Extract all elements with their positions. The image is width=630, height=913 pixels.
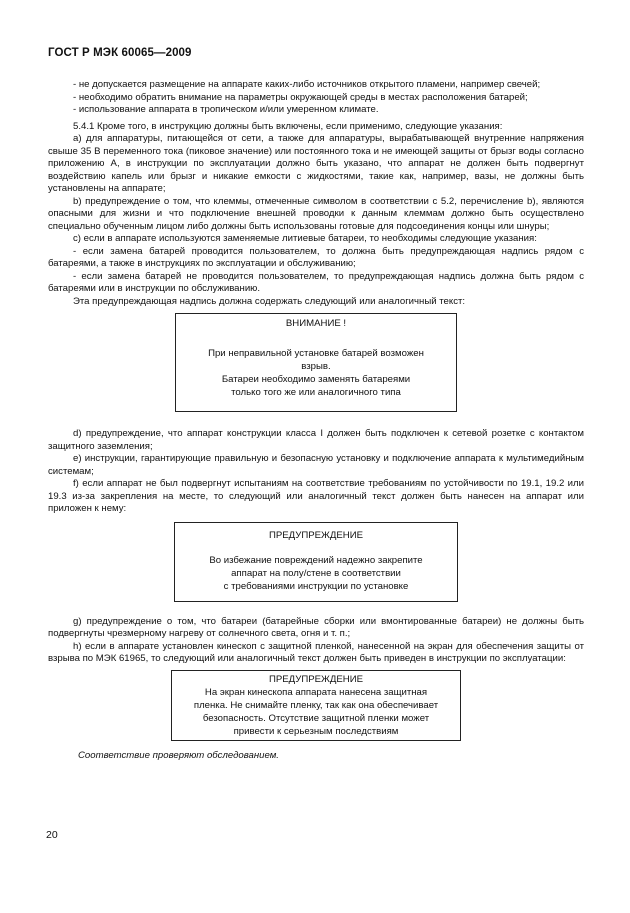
notice-title: ПРЕДУПРЕЖДЕНИЕ bbox=[268, 529, 364, 541]
closing-statement: Соответствие проверяют обследованием. bbox=[78, 749, 279, 761]
notice-line: с требованиями инструкции по установке bbox=[223, 580, 409, 592]
notice-line: только того же или аналогичного типа bbox=[231, 387, 401, 398]
notice-line: Во избежание повреждений надежно закрепите bbox=[209, 554, 423, 566]
notice-line: взрыв. bbox=[301, 361, 331, 372]
list-item: - не допускается размещение на аппарате каких-либо источников открытого пламени, например свечей; bbox=[73, 79, 541, 90]
clause-item-d: d) предупреждение, что аппарат конструкции класса I должен быть подключен к сетевой розетке с контактом защитного заземления; bbox=[48, 428, 584, 452]
clause-item-g: g) предупреждение о том, что батареи (батарейные сборки или вмонтированные батареи) не должны быть подвергнуты чрезмерному нагреву от солнечного света, огня и т. п.; bbox=[48, 615, 584, 639]
clause-item-e: e) инструкции, гарантирующие правильную и безопасную установку и подключение аппарата к мультимедийным системам; bbox=[48, 453, 584, 477]
notice-line: привести к серьезным последствиям bbox=[233, 725, 399, 737]
notice-line: Батареи необходимо заменять батареями bbox=[221, 374, 411, 385]
clause-item-c: c) если в аппарате используются заменяемые литиевые батареи, то необходимы следующие указания: bbox=[73, 233, 537, 244]
mounting-warning-box bbox=[174, 522, 458, 602]
clause-c-subitem: - если замена батарей не проводится пользователем, то предупреждающая надпись должна быть рядом с батареями или в инструкции по обслуживанию. bbox=[48, 270, 584, 294]
clause-item-h: h) если в аппарате установлен кинескоп с защитной пленкой, нанесенной на экран для обеспечения защиты от взрыва по МЭК 61965, то следующий или аналогичный текст должен быть приведен в инструкции по эксплуатации: bbox=[48, 640, 584, 664]
clause-item-f: f) если аппарат не был подвергнут испытаниям на соответствие требованиям по устойчивости по 19.1, 19.2 или 19.3 из-за закрепления на месте, то следующий или аналогичный текст должен быть нанесен на аппарат или приложен к нему: bbox=[48, 478, 584, 514]
clause-item-a: a) для аппаратуры, питающейся от сети, а также для аппаратуры, вырабатывающей внутренние напряжения свыше 35 В переменного тока (пиковое значение) или постоянного тока и не имеющей защиты от брызг воды согласно приложению А, в инструкции по эксплуатации должно быть указано, что аппарат не должен быть подвергнут воздействию капель или брызг и никакие емкости с жидкостями, такие как, например, вазы, не должны быть установлены на аппарате; bbox=[48, 133, 584, 194]
document-body bbox=[48, 79, 584, 762]
notice-line: При неправильной установке батарей возможен bbox=[208, 348, 424, 359]
notice-line: пленка. Не снимайте пленку, так как она обеспечивает bbox=[193, 699, 439, 711]
battery-warning-box bbox=[175, 313, 457, 412]
notice-line: На экран кинескопа аппарата нанесена защитная bbox=[204, 686, 428, 698]
notice-line: аппарат на полу/стене в соответствии bbox=[231, 567, 401, 579]
notice-title: ПРЕДУПРЕЖДЕНИЕ bbox=[268, 673, 364, 685]
notice-title: ВНИМАНИЕ ! bbox=[285, 318, 347, 329]
clause-intro: 5.4.1 Кроме того, в инструкцию должны быть включены, если применимо, следующие указания: bbox=[73, 120, 503, 132]
clause-item-b: b) предупреждение о том, что клеммы, отмеченные символом в соответствии с 5.2, перечисление b), являются опасными для жизни и что подключение внешней проводки к данным клеммам должно быть осуществлено специально обученным лицом либо должны быть использованы готовые для подсоединения концы или шнуры; bbox=[48, 195, 584, 232]
list-item: - необходимо обратить внимание на параметры окружающей среды в местах расположения батарей; bbox=[73, 91, 528, 103]
crt-warning-box bbox=[171, 670, 461, 741]
notice-line: безопасность. Отсутствие защитной пленки может bbox=[202, 712, 430, 724]
clause-c-note: Эта предупреждающая надпись должна содержать следующий или аналогичный текст: bbox=[73, 295, 466, 307]
page-header: ГОСТ Р МЭК 60065—2009 bbox=[48, 47, 192, 59]
clause-c-subitem: - если замена батарей проводится пользователем, то должна быть предупреждающая надпись рядом с батареями, а также в инструкциях по эксплуатации и обслуживанию; bbox=[48, 245, 584, 269]
list-item: - использование аппарата в тропическом и/или умеренном климате. bbox=[73, 104, 379, 115]
page-number: 20 bbox=[46, 829, 58, 841]
